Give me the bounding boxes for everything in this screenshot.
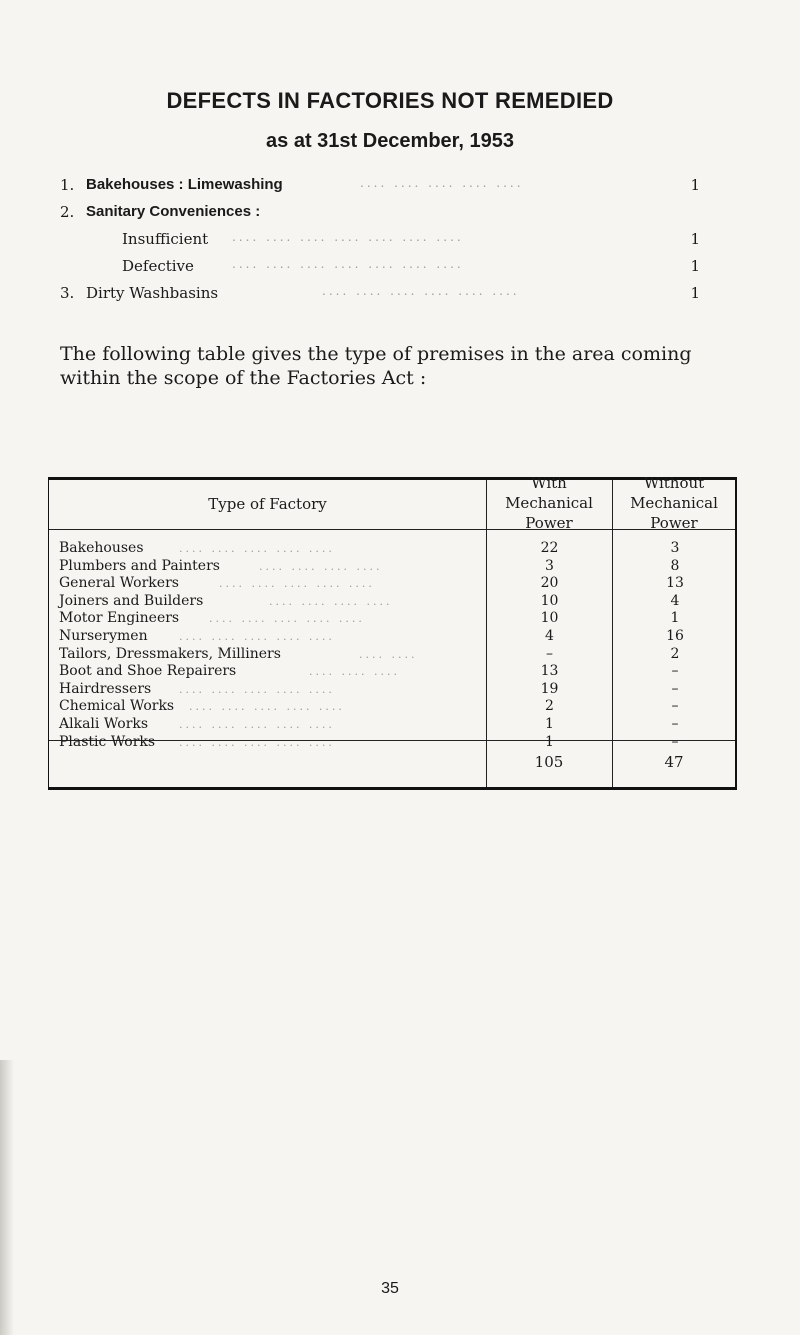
table-row: Plumbers and Painters .... .... .... .... 3 8: [59, 557, 680, 574]
page-edge-shadow: [0, 1060, 14, 1335]
table-row: Alkali Works .... .... .... .... .... 1 –: [59, 715, 679, 732]
header-type: Type of Factory: [208, 495, 327, 513]
list-item: 1. Bakehouses : Limewashing .... .... .... .... .... 1: [60, 176, 700, 194]
item-number: 1.: [60, 176, 75, 194]
table-row: Boot and Shoe Repairers .... .... .... 13 –: [59, 663, 679, 680]
item-number: 3.: [60, 284, 75, 302]
table-row: Hairdressers .... .... .... .... .... 19 –: [59, 680, 679, 697]
item-value: 1: [690, 230, 700, 248]
header-with: With Mechanical Power: [505, 474, 593, 532]
table-row: Motor Engineers .... .... .... .... .... 10 1: [59, 610, 680, 627]
table-row: Chemical Works .... .... .... .... .... 2 –: [59, 698, 679, 715]
table-row: Plastic Works .... .... .... .... .... 1 –: [59, 733, 679, 750]
item-value: 1: [690, 284, 700, 302]
table-row: Bakehouses .... .... .... .... .... 22 3: [59, 540, 680, 556]
header-without: Without Mechanical Power: [630, 474, 718, 532]
page-number: 35: [381, 1280, 399, 1297]
item-label: Sanitary Conveniences :: [86, 203, 261, 220]
page-title: DEFECTS IN FACTORIES NOT REMEDIED: [166, 88, 614, 113]
item-value: 1: [690, 176, 700, 194]
list-item: 3. Dirty Washbasins .... .... .... .... .... .... 1: [60, 284, 700, 302]
page-subtitle: as at 31st December, 1953: [266, 130, 514, 152]
intro-paragraph: The following table gives the type of premises in the area coming within the scope of the Factories Act :: [60, 343, 692, 389]
item-label: Defective: [122, 257, 194, 275]
list-item: Defective .... .... .... .... .... .... .... 1: [122, 257, 700, 275]
defects-list: [60, 176, 700, 311]
list-item: [60, 203, 700, 230]
table-row: Nurserymen .... .... .... .... .... 4 16: [59, 627, 684, 644]
table-row: General Workers .... .... .... .... .... 20 13: [59, 575, 684, 592]
item-label: Dirty Washbasins: [86, 284, 219, 302]
factories-table: [48, 474, 737, 790]
table-row: Tailors, Dressmakers, Milliners .... .... – 2: [59, 645, 680, 662]
item-number: 2.: [60, 203, 75, 221]
total-with: 105: [534, 753, 564, 771]
item-label: Insufficient: [122, 230, 209, 248]
table-body: [49, 540, 735, 751]
total-without: 47: [664, 753, 684, 771]
list-item: Insufficient .... .... .... .... .... .... .... 1: [122, 230, 700, 248]
item-value: 1: [690, 257, 700, 275]
item-label: Bakehouses : Limewashing: [86, 176, 283, 193]
table-row: Joiners and Builders .... .... .... .... 10 4: [59, 592, 680, 609]
